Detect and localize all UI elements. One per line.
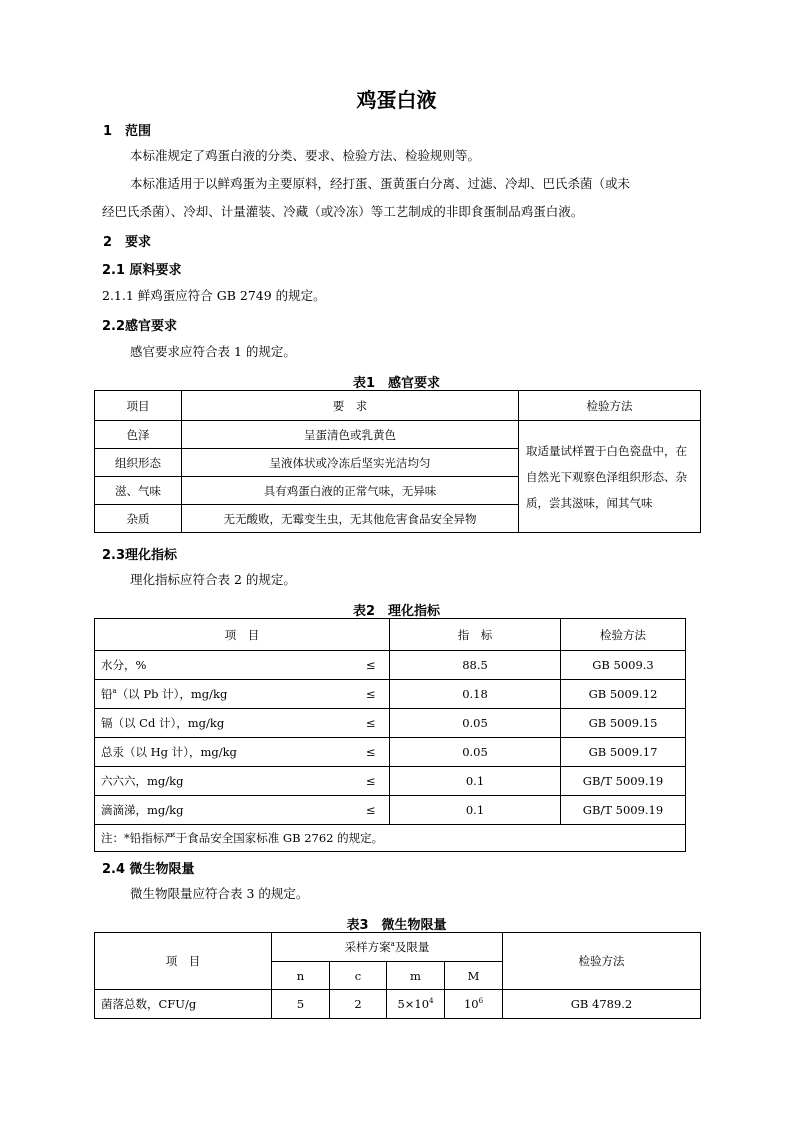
table1-method-line-1: 取适量试样置于白色瓷盘中，在 — [526, 443, 687, 458]
table3-m — [387, 990, 445, 1019]
table2-item: 六六六，mg/kg — [95, 767, 353, 796]
table1-method-line-2: 自然光下观察色泽组织形态、杂 — [526, 469, 687, 484]
table2-item-footnote-mark: a — [112, 687, 117, 696]
table2-value: 0.18 — [390, 680, 561, 709]
table1-requirement: 具有鸡蛋白液的正常气味，无异味 — [182, 477, 519, 505]
table1-requirement: 呈蛋清色或乳黄色 — [182, 421, 519, 449]
table3-subheader-m: m — [387, 962, 445, 990]
section-2-2-text: 感官要求应符合表 1 的规定。 — [130, 344, 296, 359]
table1-header-item: 项目 — [95, 391, 182, 421]
table2-item-lead: 铅 — [101, 687, 113, 701]
table2-operator: ≤ — [353, 680, 390, 709]
section-2-heading: 2 要求 — [103, 235, 152, 250]
table2-operator: ≤ — [353, 651, 390, 680]
table2-method: GB/T 5009.19 — [561, 796, 686, 825]
table2-operator: ≤ — [353, 767, 390, 796]
table2-item: 镉（以 Cd 计），mg/kg — [95, 709, 353, 738]
section-1-paragraph-2b: 经巴氏杀菌）、冷却、计量灌装、冷藏（或冷冻）等工艺制成的非即食蛋制品鸡蛋白液。 — [102, 204, 584, 219]
table2-value: 0.1 — [390, 796, 561, 825]
table3-subheader-c: c — [330, 962, 387, 990]
section-1-heading: 1 范围 — [103, 124, 152, 139]
table2-physicochemical — [94, 618, 686, 852]
section-2-3-heading: 2.3理化指标 — [102, 548, 178, 563]
section-2-3-text: 理化指标应符合表 2 的规定。 — [130, 572, 296, 587]
table1-caption: 表1 感官要求 — [352, 376, 441, 391]
table3-header-item: 项 目 — [95, 933, 272, 990]
table3-header-plan-footnote: a — [390, 940, 395, 949]
table2-caption: 表2 理化指标 — [352, 604, 441, 619]
table1-item: 杂质 — [95, 505, 182, 533]
table1-requirement: 呈液体状或冷冻后坚实光洁均匀 — [182, 449, 519, 477]
table3-c: 2 — [330, 990, 387, 1019]
table2-item-rest: （以 Pb 计），mg/kg — [116, 687, 228, 701]
section-2-2-heading: 2.2感官要求 — [102, 319, 178, 334]
table1-item: 滋、气味 — [95, 477, 182, 505]
table3-header-plan-lead: 采样方案 — [344, 940, 391, 954]
table2-value: 0.1 — [390, 767, 561, 796]
page-title: 鸡蛋白液 — [356, 88, 437, 112]
table3-caption: 表3 微生物限量 — [346, 918, 447, 933]
table3-M-exponent: 6 — [478, 997, 484, 1006]
section-2-4-text: 微生物限量应符合表 3 的规定。 — [130, 886, 309, 901]
table2-item: 水分，% — [95, 651, 353, 680]
table3-n: 5 — [272, 990, 330, 1019]
table3-m-exponent: 4 — [429, 997, 434, 1006]
section-1-paragraph-1: 本标准规定了鸡蛋白液的分类、要求、检验方法、检验规则等。 — [130, 148, 481, 163]
table3-method: GB 4789.2 — [503, 990, 701, 1019]
table2-method: GB 5009.12 — [561, 680, 686, 709]
table2-operator: ≤ — [353, 709, 390, 738]
table2-note: 注：*铅指标严于食品安全国家标准 GB 2762 的规定。 — [95, 825, 686, 852]
section-1-paragraph-2a: 本标准适用于以鲜鸡蛋为主要原料，经打蛋、蛋黄蛋白分离、过滤、冷却、巴氏杀菌（或未 — [130, 176, 631, 191]
table2-item: 滴滴涕，mg/kg — [95, 796, 353, 825]
table2-operator: ≤ — [353, 796, 390, 825]
table3-subheader-M: M — [445, 962, 503, 990]
table2-value: 88.5 — [390, 651, 561, 680]
table1-sensory — [94, 390, 701, 533]
table2-item — [95, 680, 353, 709]
section-2-1-1-text: 2.1.1 鲜鸡蛋应符合 GB 2749 的规定。 — [102, 288, 326, 303]
table2-method: GB 5009.17 — [561, 738, 686, 767]
table3-m-base: 5×10 — [397, 997, 430, 1011]
table1-item: 组织形态 — [95, 449, 182, 477]
table2-method: GB/T 5009.19 — [561, 767, 686, 796]
section-2-4-heading: 2.4 微生物限量 — [102, 862, 195, 877]
section-2-1-heading: 2.1 原料要求 — [102, 263, 182, 278]
table3-header-method: 检验方法 — [503, 933, 701, 990]
table1-header-method: 检验方法 — [519, 391, 701, 421]
table2-header-index: 指 标 — [390, 619, 561, 651]
table1-requirement: 无无酸败，无霉变生虫，无其他危害食品安全异物 — [182, 505, 519, 533]
table2-header-item: 项 目 — [95, 619, 390, 651]
table2-value: 0.05 — [390, 709, 561, 738]
table2-method: GB 5009.3 — [561, 651, 686, 680]
table1-method-line-3: 质，尝其滋味，闻其气味 — [526, 495, 653, 510]
table1-method-cell — [519, 421, 701, 533]
table2-item: 总汞（以 Hg 计），mg/kg — [95, 738, 353, 767]
table3-item: 菌落总数，CFU/g — [95, 990, 272, 1019]
table3-header-plan — [272, 933, 503, 962]
table1-header-requirement: 要 求 — [182, 391, 519, 421]
table3-M — [445, 990, 503, 1019]
table3-header-plan-rest: 及限量 — [394, 940, 430, 954]
table1-item: 色泽 — [95, 421, 182, 449]
table3-M-base: 10 — [463, 997, 479, 1011]
table3-microbial — [94, 932, 701, 1019]
table2-header-method: 检验方法 — [561, 619, 686, 651]
table2-method: GB 5009.15 — [561, 709, 686, 738]
table2-operator: ≤ — [353, 738, 390, 767]
table2-value: 0.05 — [390, 738, 561, 767]
table3-subheader-n: n — [272, 962, 330, 990]
